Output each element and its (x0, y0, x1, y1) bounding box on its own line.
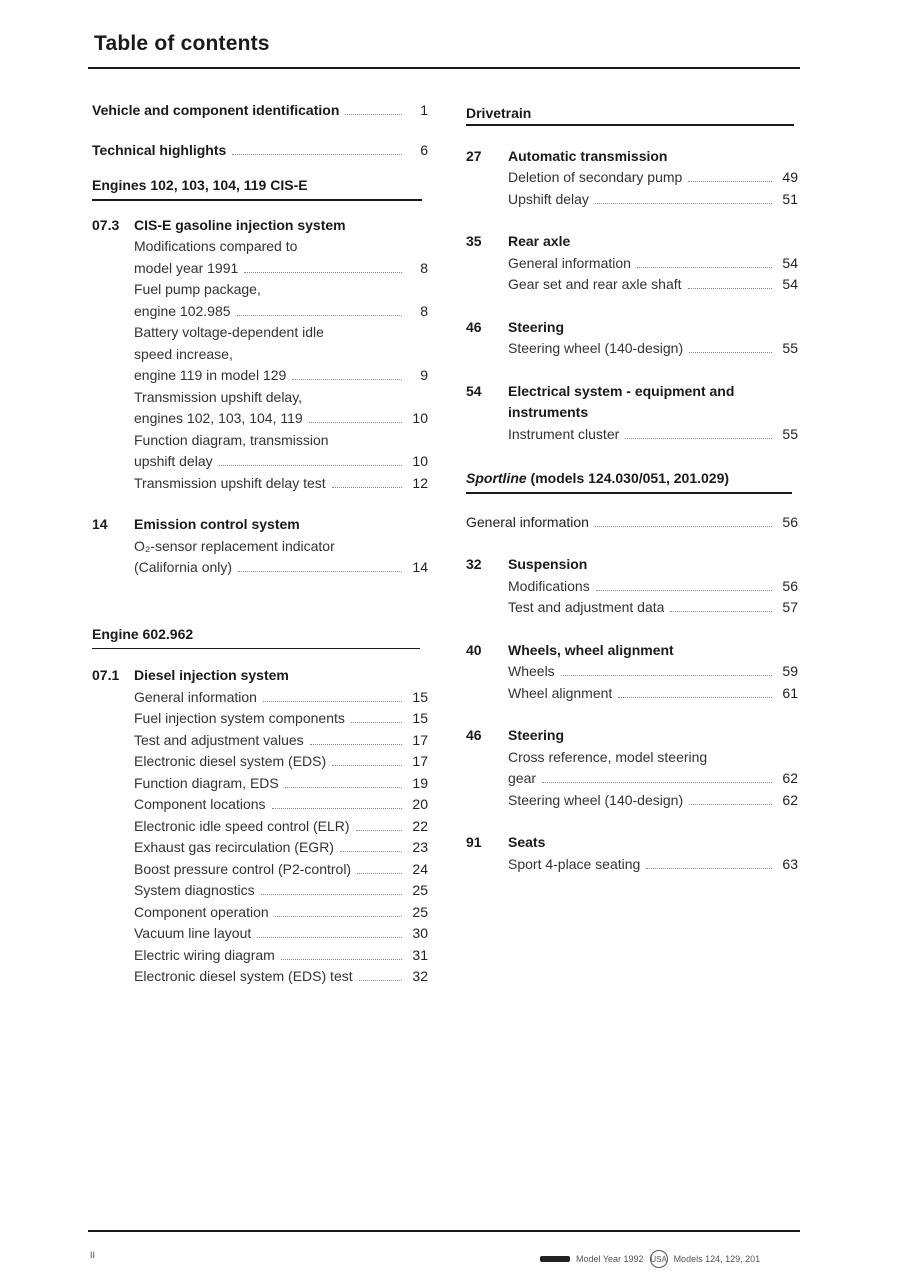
subentry-text: Fuel injection system components (134, 710, 345, 726)
subentry-text: Wheel alignment (508, 684, 613, 701)
chapter-title: Steering (508, 727, 565, 743)
page-title: Table of contents (94, 32, 270, 55)
subentry-text: Transmission upshift delay test (134, 474, 326, 491)
dot-leader (689, 804, 772, 805)
chapter-number: 46 (466, 318, 482, 335)
dot-leader (542, 782, 772, 783)
subentry-text: Cross reference, model steering (508, 748, 708, 765)
emission-items (92, 536, 428, 579)
toc-subentry[interactable] (134, 430, 428, 452)
dot-leader (625, 438, 772, 439)
subentry-text: Test and adjustment data (508, 599, 665, 615)
subentry-page: 62 (782, 770, 798, 786)
toc-entry-vehicle[interactable] (92, 100, 428, 122)
toc-subentry[interactable] (134, 536, 428, 558)
dot-leader (345, 114, 402, 115)
subentry-text: engine 119 in model 129 (134, 367, 287, 383)
toc-subentry[interactable] (134, 258, 428, 280)
subentry-page: 25 (412, 882, 428, 898)
toc-subentry[interactable] (134, 859, 428, 881)
dot-leader (332, 765, 402, 766)
subentry-text: Modifications compared to (134, 238, 298, 254)
chapter-number: 40 (466, 641, 482, 658)
dot-leader (332, 487, 402, 488)
electrical-items (466, 424, 798, 446)
steering-sportline-items (466, 747, 798, 812)
subentry-page: 9 (420, 367, 428, 383)
chapter-number: 54 (466, 382, 482, 399)
toc-subentry[interactable] (134, 322, 428, 344)
chapter-title: Electrical system - equipment and (508, 382, 735, 399)
sportline-italic: Sportline (466, 470, 527, 486)
subentry-page: 15 (412, 710, 428, 726)
subentry-page: 14 (412, 559, 428, 575)
toc-subentry[interactable] (508, 854, 798, 876)
dot-leader (688, 288, 772, 289)
toc-subentry[interactable] (508, 253, 798, 275)
toc-subentry[interactable] (508, 189, 798, 211)
subentry-page: 62 (782, 791, 798, 808)
subentry-text: Gear set and rear axle shaft (508, 276, 682, 292)
entry-label: Technical highlights (92, 141, 227, 158)
dot-leader (688, 181, 772, 182)
toc-subentry[interactable] (134, 794, 428, 816)
subentry-text: Steering wheel (140-design) (508, 340, 684, 356)
toc-chapter-steering-sportline[interactable] (466, 725, 798, 747)
toc-subentry[interactable] (134, 236, 428, 258)
toc-subentry[interactable] (134, 923, 428, 945)
sportline-rest: (models 124.030/051, 201.029) (526, 470, 730, 486)
subentry-page: 10 (412, 453, 428, 469)
subentry-text: O₂-sensor replacement indicator (134, 537, 335, 554)
toc-subentry[interactable] (508, 576, 798, 598)
chapter-number: 46 (466, 727, 482, 743)
toc-subentry[interactable] (508, 597, 798, 619)
toc-subentry[interactable] (134, 730, 428, 752)
toc-subentry[interactable] (134, 902, 428, 924)
footer-models: Models 124, 129, 201 (673, 1254, 761, 1264)
rear-axle-items (466, 253, 798, 296)
toc-chapter-electrical[interactable] (466, 381, 798, 403)
dot-leader (646, 868, 772, 869)
chapter-number: 91 (466, 834, 482, 850)
subentry-page: 22 (412, 817, 428, 834)
dot-leader (219, 465, 402, 466)
toc-chapter-seats[interactable] (466, 832, 798, 854)
dot-leader (595, 526, 772, 527)
toc-subentry[interactable] (134, 344, 428, 366)
section-heading-engine-602: Engine 602.962 (92, 625, 194, 642)
subentry-page: 55 (782, 340, 798, 356)
subentry-text: Test and adjustment values (134, 731, 304, 748)
chapter-number: 07.3 (92, 216, 120, 233)
dot-leader (356, 830, 402, 831)
toc-chapter-automatic-transmission[interactable] (466, 146, 798, 168)
suspension-items (466, 576, 798, 619)
subentry-page: 30 (412, 925, 428, 941)
dot-leader (238, 571, 402, 572)
footer-model-year: Model Year 1992 (576, 1254, 644, 1264)
wheels-items (466, 661, 798, 704)
toc-subentry[interactable] (134, 837, 428, 859)
toc-subentry[interactable] (134, 408, 428, 430)
subentry-page: 63 (782, 855, 798, 872)
usa-badge-icon: USA (650, 1250, 668, 1268)
section-heading-drivetrain: Drivetrain (466, 105, 532, 121)
dot-leader (561, 675, 772, 676)
subentry-page: 17 (412, 753, 428, 769)
toc-chapter-steering[interactable] (466, 317, 798, 339)
chapter-title: CIS-E gasoline injection system (134, 216, 346, 233)
toc-subentry[interactable] (134, 279, 428, 301)
dot-leader (261, 894, 402, 895)
subentry-page: 15 (412, 688, 428, 705)
subentry-text: Electric wiring diagram (134, 946, 275, 963)
subentry-text: Transmission upshift delay, (134, 388, 303, 405)
dot-leader (232, 154, 402, 155)
chapter-title: Emission control system (134, 516, 300, 532)
dot-leader (689, 352, 772, 353)
dot-leader (670, 611, 772, 612)
seats-items (466, 854, 798, 876)
dot-leader (281, 959, 402, 960)
chapter-title: Seats (508, 834, 546, 850)
toc-subentry[interactable] (134, 451, 428, 473)
title-rule (88, 67, 800, 69)
subentry-text: Exhaust gas recirculation (EGR) (134, 839, 334, 855)
subentry-page: 56 (782, 577, 798, 594)
footer-page-number: II (90, 1250, 96, 1260)
right-column (466, 100, 798, 875)
toc-subentry[interactable] (134, 945, 428, 967)
brand-logo-icon (540, 1256, 570, 1262)
subentry-page: 24 (412, 860, 428, 877)
auto-trans-items (466, 167, 798, 210)
subentry-text: Component operation (134, 903, 269, 920)
dot-leader (257, 937, 402, 938)
subentry-text: Wheels (508, 663, 555, 679)
subentry-text: engine 102.985 (134, 302, 231, 319)
subentry-text: speed increase, (134, 345, 233, 362)
subentry-page: 23 (412, 839, 428, 855)
entry-page: 6 (420, 141, 428, 158)
dot-leader (275, 916, 402, 917)
chapter-number: 14 (92, 516, 108, 532)
dot-leader (309, 422, 402, 423)
toc-subentry[interactable] (134, 966, 428, 988)
dot-leader (292, 379, 402, 380)
subentry-text: Function diagram, transmission (134, 431, 329, 448)
dot-leader (357, 873, 402, 874)
chapter-title: Automatic transmission (508, 147, 668, 164)
dot-leader (618, 697, 772, 698)
dot-leader (237, 315, 402, 316)
dot-leader (596, 590, 772, 591)
toc-subentry[interactable] (134, 365, 428, 387)
cis-e-items (92, 236, 428, 494)
toc-subentry[interactable] (508, 338, 798, 360)
toc-chapter-rear-axle[interactable] (466, 231, 798, 253)
chapter-title: Steering (508, 318, 565, 335)
chapter-title: Wheels, wheel alignment (508, 641, 674, 658)
subentry-text: System diagnostics (134, 882, 255, 898)
footer-info (540, 1250, 760, 1268)
subentry-text: Component locations (134, 796, 266, 812)
subentry-text: Sport 4-place seating (508, 855, 641, 872)
toc-subentry[interactable] (134, 301, 428, 323)
subentry-page: 8 (420, 259, 428, 276)
entry-page: 1 (420, 102, 428, 118)
toc-subentry[interactable] (134, 557, 428, 579)
dot-leader (285, 787, 402, 788)
subentry-text: General information (508, 254, 631, 271)
diesel-items (92, 687, 428, 988)
subentry-page: 17 (412, 731, 428, 748)
subentry-page: 19 (412, 774, 428, 791)
toc-subentry[interactable] (508, 683, 798, 705)
subentry-text: Boost pressure control (P2-control) (134, 860, 352, 877)
toc-subentry[interactable] (134, 751, 428, 773)
toc-subentry[interactable] (134, 773, 428, 795)
subentry-page: 25 (412, 903, 428, 920)
toc-chapter-wheels[interactable] (466, 640, 798, 662)
subentry-text: Electronic idle speed control (ELR) (134, 817, 350, 834)
toc-chapter-emission[interactable] (92, 514, 428, 536)
toc-entry-general-information[interactable] (466, 512, 798, 534)
subentry-text: Battery voltage-dependent idle (134, 324, 324, 340)
subentry-text: Instrument cluster (508, 425, 620, 442)
dot-leader (359, 980, 402, 981)
subentry-page: 49 (782, 169, 798, 185)
toc-subentry[interactable] (508, 661, 798, 683)
chapter-title: Rear axle (508, 233, 571, 249)
subentry-text: Electronic diesel system (EDS) (134, 753, 327, 769)
subentry-page: 51 (782, 190, 798, 207)
subentry-text: General information (134, 688, 257, 705)
toc-subentry[interactable] (508, 424, 798, 446)
toc-subentry[interactable] (508, 167, 798, 189)
toc-chapter-diesel[interactable] (92, 665, 428, 687)
toc-subentry[interactable] (134, 708, 428, 730)
chapter-number: 35 (466, 233, 482, 249)
toc-subentry[interactable] (508, 790, 798, 812)
subentry-text: model year 1991 (134, 259, 239, 276)
toc-subentry[interactable] (134, 816, 428, 838)
subentry-text: upshift delay (134, 453, 213, 469)
subentry-page: 59 (782, 663, 798, 679)
toc-subentry[interactable] (508, 768, 798, 790)
subentry-page: 20 (412, 796, 428, 812)
chapter-number: 27 (466, 147, 482, 164)
subentry-page: 54 (782, 254, 798, 271)
toc-chapter-suspension[interactable] (466, 554, 798, 576)
subentry-text: Function diagram, EDS (134, 774, 279, 791)
toc-subentry[interactable] (134, 473, 428, 495)
subentry-page: 61 (782, 684, 798, 701)
steering-items (466, 338, 798, 360)
subentry-text: Modifications (508, 577, 590, 594)
entry-label: Vehicle and component identification (92, 102, 340, 118)
chapter-title-continuation (466, 402, 798, 424)
chapter-title: Diesel injection system (134, 667, 289, 683)
dot-leader (340, 851, 402, 852)
footer-rule (88, 1230, 800, 1232)
subentry-page: 10 (412, 410, 428, 426)
dot-leader (310, 744, 402, 745)
toc-subentry[interactable] (508, 747, 798, 769)
dot-leader (263, 701, 402, 702)
subentry-text: engines 102, 103, 104, 119 (134, 410, 303, 426)
subentry-text: Steering wheel (140-design) (508, 791, 684, 808)
toc-subentry[interactable] (134, 687, 428, 709)
entry-page: 56 (782, 513, 798, 530)
dot-leader (244, 272, 402, 273)
subentry-page: 57 (782, 599, 798, 615)
left-column (92, 100, 428, 988)
subentry-text: Fuel pump package, (134, 281, 261, 297)
entry-label: General information (466, 513, 589, 530)
subentry-page: 12 (412, 474, 428, 491)
chapter-title-line2: instruments (508, 404, 589, 420)
toc-chapter-cis-e[interactable] (92, 215, 428, 237)
subentry-page: 31 (412, 946, 428, 963)
section-heading-engines: Engines 102, 103, 104, 119 CIS-E (92, 177, 308, 193)
subentry-text: Upshift delay (508, 190, 589, 207)
subentry-text: Electronic diesel system (EDS) test (134, 968, 353, 984)
chapter-number: 32 (466, 556, 482, 572)
subentry-page: 32 (412, 968, 428, 984)
subentry-text: gear (508, 770, 537, 786)
dot-leader (272, 808, 402, 809)
subentry-text: Vacuum line layout (134, 925, 252, 941)
toc-entry-highlights[interactable] (92, 140, 428, 162)
dot-leader (351, 722, 402, 723)
toc-subentry[interactable] (508, 274, 798, 296)
subentry-page: 54 (782, 276, 798, 292)
toc-subentry[interactable] (134, 880, 428, 902)
section-heading-sportline (466, 466, 798, 490)
dot-leader (637, 267, 772, 268)
dot-leader (595, 203, 772, 204)
chapter-title: Suspension (508, 556, 588, 572)
subentry-page: 55 (782, 425, 798, 442)
toc-subentry[interactable] (134, 387, 428, 409)
subentry-page: 8 (420, 302, 428, 319)
chapter-number: 07.1 (92, 667, 120, 683)
subentry-text: (California only) (134, 559, 233, 575)
subentry-text: Deletion of secondary pump (508, 169, 683, 185)
